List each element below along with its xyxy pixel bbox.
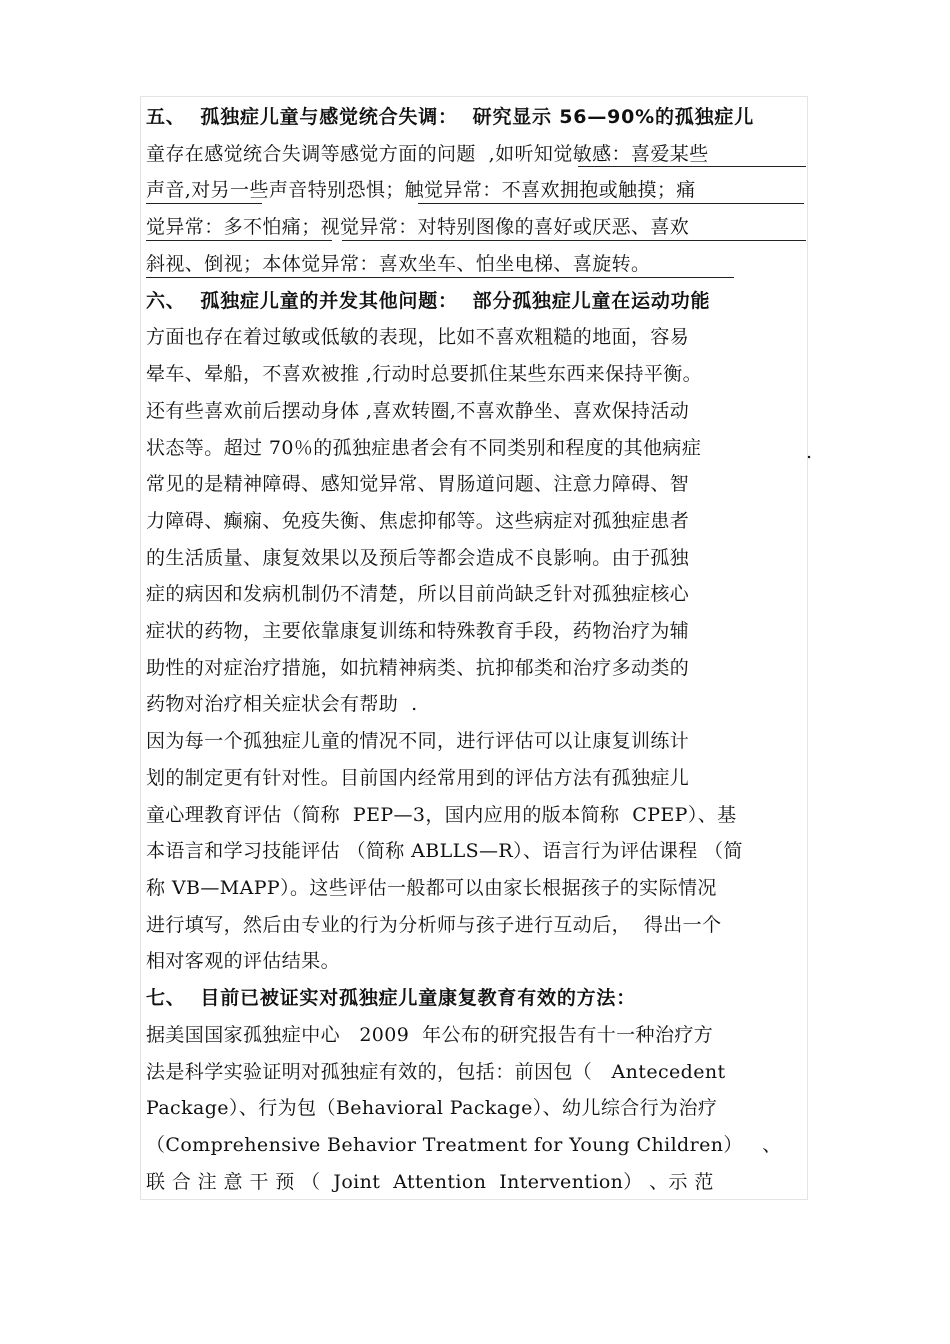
line-20: 童心理教育评估（简称 PEP—3，国内应用的版本简称 CPEP）、基 <box>146 804 737 826</box>
line-3: 声音,对另一些声音特别恐惧；触觉异常：不喜欢拥抱或触摸；痛 <box>146 179 696 201</box>
stray-dot: . <box>806 441 813 463</box>
line-21: 本语言和学习技能评估 （简称 ABLLS—R）、语言行为评估课程 （简 <box>146 840 743 862</box>
line-23: 进行填写，然后由专业的行为分析师与孩子进行互动后， 得出一个 <box>146 914 722 936</box>
underline-1 <box>578 166 806 167</box>
underline-6 <box>146 277 734 278</box>
line-30: 联 合 注 意 干 预 （ Joint Attention Intervention） 、示 范 <box>146 1171 714 1193</box>
line-14: 症的病因和发病机制仍不清楚，所以目前尚缺乏针对孤独症核心 <box>146 583 690 605</box>
line-24: 相对客观的评估结果。 <box>146 950 341 972</box>
line-7: 方面也存在着过敏或低敏的表现，比如不喜欢粗糙的地面，容易 <box>146 326 690 348</box>
line-11: 常见的是精神障碍、感知觉异常、胃肠道问题、注意力障碍、智 <box>146 473 690 495</box>
line-25: 七、 目前已被证实对孤独症儿童康复教育有效的方法： <box>146 987 637 1009</box>
line-27: 法是科学实验证明对孤独症有效的，包括：前因包（ Antecedent <box>146 1061 726 1083</box>
underline-2 <box>146 203 262 204</box>
line-15: 症状的药物，主要依靠康复训练和特殊教育手段，药物治疗为辅 <box>146 620 690 642</box>
line-5: 斜视、倒视；本体觉异常：喜欢坐车、怕坐电梯、喜旋转。 <box>146 253 651 275</box>
underline-3 <box>418 203 804 204</box>
underline-4 <box>146 240 332 241</box>
line-13: 的生活质量、康复效果以及预后等都会造成不良影响。由于孤独 <box>146 547 690 569</box>
line-10: 状态等。超过 70％的孤独症患者会有不同类别和程度的其他病症 <box>146 437 702 459</box>
line-18: 因为每一个孤独症儿童的情况不同，进行评估可以让康复训练计 <box>146 730 690 752</box>
line-2: 童存在感觉统合失调等感觉方面的问题 ,如听知觉敏感：喜爱某些 <box>146 143 709 165</box>
line-29: （Comprehensive Behavior Treatment for Young Children） 、 <box>146 1134 782 1156</box>
line-9: 还有些喜欢前后摆动身体 ,喜欢转圈,不喜欢静坐、喜欢保持活动 <box>146 400 690 422</box>
line-28: Package）、行为包（Behavioral Package）、幼儿综合行为治疗 <box>146 1097 718 1119</box>
line-8: 晕车、晕船，不喜欢被推 ,行动时总要抓住某些东西来保持平衡。 <box>146 363 703 385</box>
underline-5 <box>342 240 806 241</box>
line-12: 力障碍、癫痫、免疫失衡、焦虑抑郁等。这些病症对孤独症患者 <box>146 510 690 532</box>
line-22: 称 VB—MAPP）。这些评估一般都可以由家长根据孩子的实际情况 <box>146 877 717 899</box>
line-17: 药物对治疗相关症状会有帮助 . <box>146 693 418 715</box>
line-6: 六、 孤独症儿童的并发其他问题： 部分孤独症儿童在运动功能 <box>146 290 711 312</box>
line-26: 据美国国家孤独症中心 2009 年公布的研究报告有十一种治疗方 <box>146 1024 714 1046</box>
line-16: 助性的对症治疗措施，如抗精神病类、抗抑郁类和治疗多动类的 <box>146 657 690 679</box>
line-19: 划的制定更有针对性。目前国内经常用到的评估方法有孤独症儿 <box>146 767 690 789</box>
line-4: 觉异常：多不怕痛；视觉异常：对特别图像的喜好或厌恶、喜欢 <box>146 216 690 238</box>
line-1: 五、 孤独症儿童与感觉统合失调： 研究显示 56—90%的孤独症儿 <box>146 106 754 128</box>
